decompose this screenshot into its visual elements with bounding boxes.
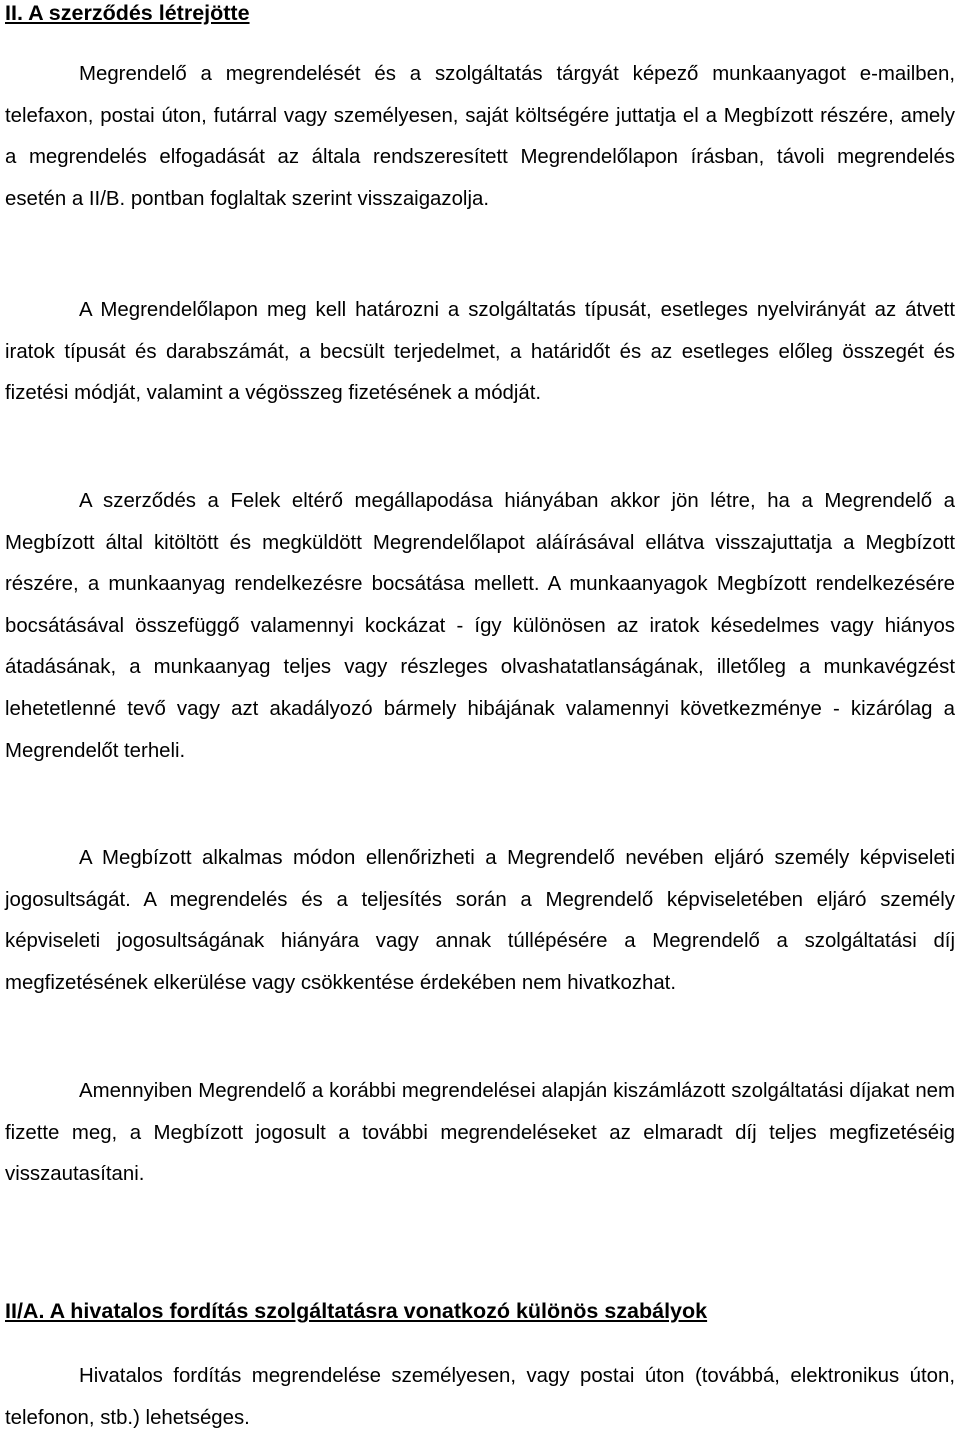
subsection-heading: II/A. A hivatalos fordítás szolgáltatásra vonatkozó különös szabályok: [5, 1299, 708, 1323]
paragraph-contract-formation: A szerződés a Felek eltérő megállapodása hiányában akkor jön létre, ha a Megrendelő a Megbízott által kitöltött és megküldött Megrendelőlapot aláírásával ellátva visszajuttatja a Megbízott részére, a munkaanyag rendelkezésre bocsátása mellett. A munkaanyagok Megbízott rendelkezésére bocsátásával összefüggő valamennyi kockázat - így különösen az iratok késedelmes vagy hiányos átadásának, a munkaanyag teljes vagy részleges olvashatatlanságának, illetőleg a munkavégzést lehetetlenné tevő vagy azt akadályozó bármely hibájának valamennyi következménye - kizárólag a Megrendelőt terheli.: [5, 490, 955, 762]
paragraph-order-submission: Megrendelő a megrendelését és a szolgáltatás tárgyát képező munkaanyagot e-mailben, telefaxon, postai úton, futárral vagy személyesen, saját költségére juttatja el a Megbízott részére, amely a megrendelés elfogadását az általa rendszeresített Megrendelőlapon írásban, távoli megrendelés esetén a II/B. pontban foglaltak szerint visszaigazolja.: [5, 63, 955, 210]
paragraph-order-form-contents: A Megrendelőlapon meg kell határozni a szolgáltatás típusát, esetleges nyelvirányát az átvett iratok típusát és darabszámát, a becsült terjedelmet, a határidőt és az esetleges előleg összegét és fizetési módját, valamint a végösszeg fizetésének a módját.: [5, 299, 955, 405]
paragraph-representation: A Megbízott alkalmas módon ellenőrizheti a Megrendelő nevében eljáró személy képviseleti jogosultságát. A megrendelés és a teljesítés során a Megrendelő képviseletében eljáró személy képviseleti jogosultságának hiányára vagy annak túllépésére a Megrendelő a szolgáltatási díj megfizetésének elkerülése vagy csökkentése érdekében nem hivatkozhat.: [5, 847, 955, 994]
paragraph-official-translation: Hivatalos fordítás megrendelése személyesen, vagy postai úton (továbbá, elektronikus úton, telefonon, stb.) lehetséges.: [5, 1365, 955, 1429]
section-heading: II. A szerződés létrejötte: [5, 1, 250, 25]
paragraph-unpaid-fees: Amennyiben Megrendelő a korábbi megrendelései alapján kiszámlázott szolgáltatási díjakat nem fizette meg, a Megbízott jogosult a további megrendeléseket az elmaradt díj teljes megfizetéséig visszautasítani.: [5, 1080, 955, 1186]
